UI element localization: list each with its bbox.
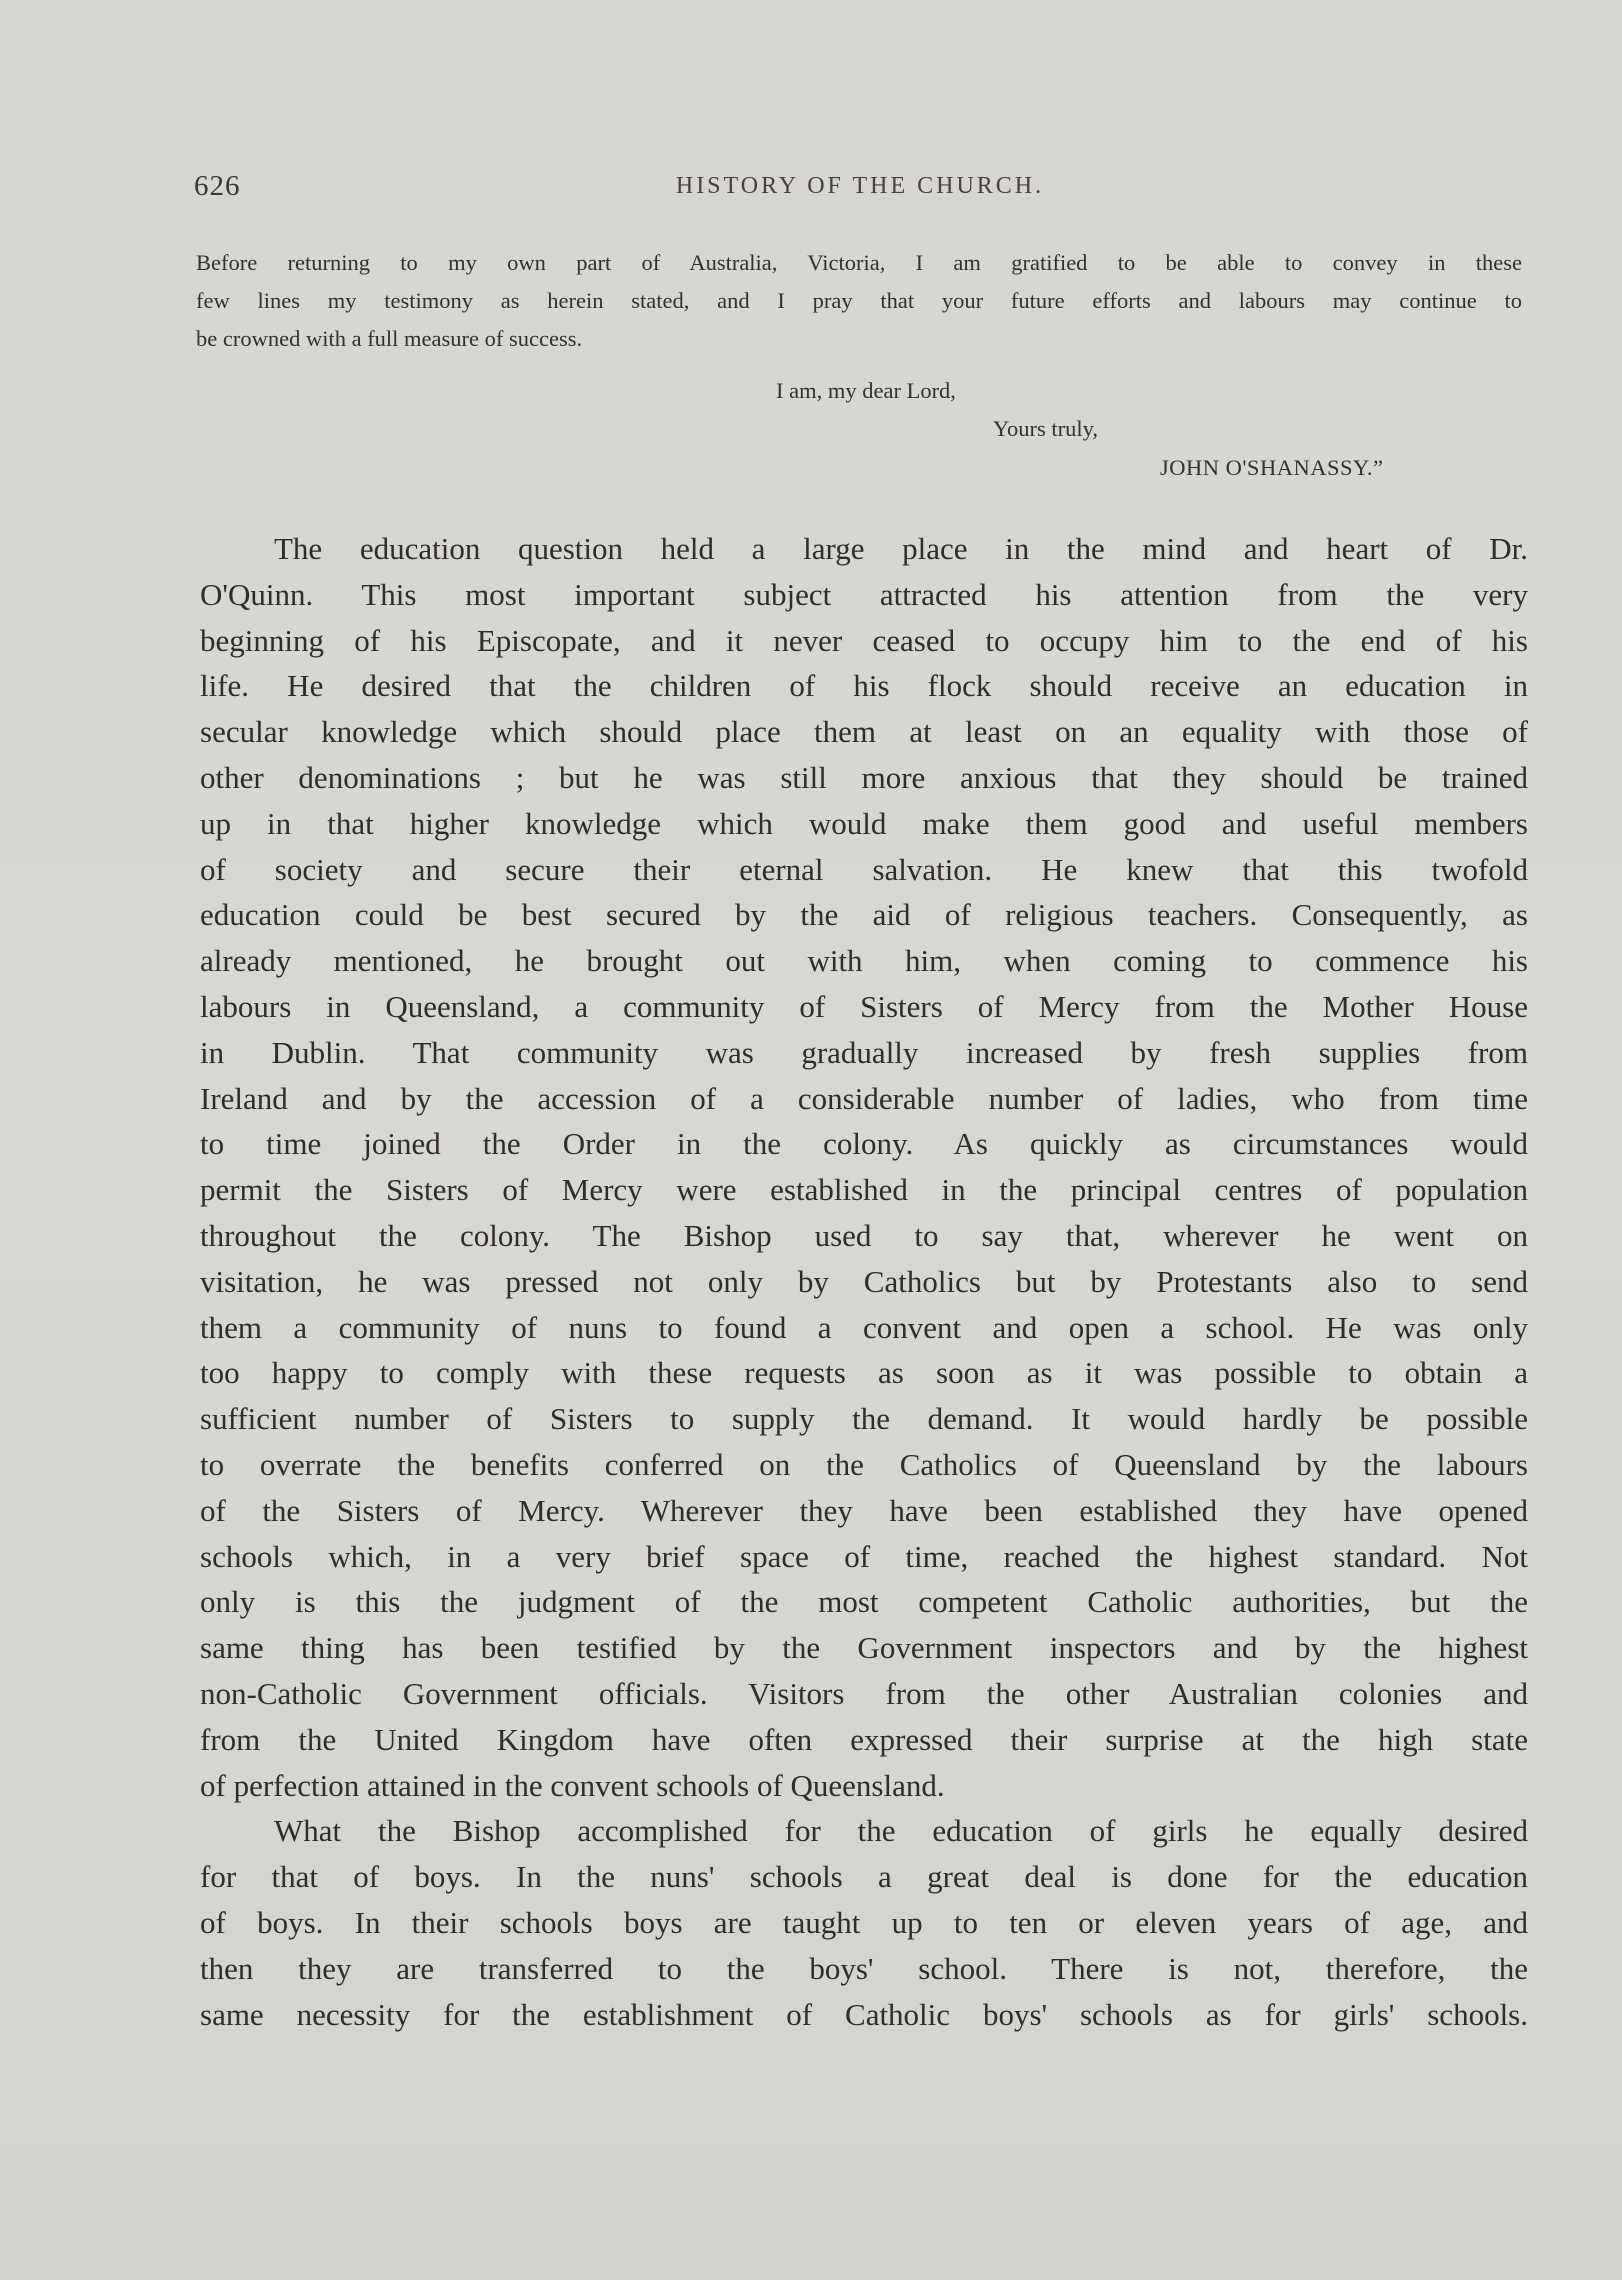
text-line: Ireland and by the accession of a considerable number of ladies, who from time xyxy=(200,1080,1528,1116)
text-line: permit the Sisters of Mercy were established in the principal centres of population xyxy=(200,1172,1528,1208)
letter-excerpt xyxy=(196,244,1522,358)
text-line: same necessity for the establishment of Catholic boys' schools as for girls' schools. xyxy=(200,1996,1528,2032)
text-line: for that of boys. In the nuns' schools a great deal is done for the education xyxy=(200,1859,1528,1895)
paragraph-boys-education xyxy=(200,1808,1528,2037)
body-text xyxy=(200,526,1528,2037)
running-head xyxy=(194,170,1526,206)
text-line: same thing has been testified by the Government inspectors and by the highest xyxy=(200,1630,1528,1666)
letter-complimentary-close: Yours truly, xyxy=(993,416,1099,441)
letter-line: Before returning to my own part of Australia, Victoria, I am gratified to be able to convey in these xyxy=(196,250,1522,275)
text-line: to overrate the benefits conferred on the Catholics of Queensland by the labours xyxy=(200,1446,1528,1482)
text-line: O'Quinn. This most important subject attracted his attention from the very xyxy=(200,576,1528,612)
text-line: life. He desired that the children of his flock should receive an education in xyxy=(200,668,1528,704)
text-line: up in that higher knowledge which would make them good and useful members xyxy=(200,805,1528,841)
text-line: education could be best secured by the aid of religious teachers. Consequently, as xyxy=(200,897,1528,933)
text-line: secular knowledge which should place them at least on an equality with those of xyxy=(200,714,1528,750)
paragraph-education-question xyxy=(200,526,1528,1808)
text-line: of the Sisters of Mercy. Wherever they have been established they have opened xyxy=(200,1492,1528,1528)
text-line: then they are transferred to the boys' school. There is not, therefore, the xyxy=(200,1950,1528,1986)
text-line: of society and secure their eternal salvation. He knew that this twofold xyxy=(200,851,1528,887)
text-line: only is this the judgment of the most competent Catholic authorities, but the xyxy=(200,1584,1528,1620)
running-title: HISTORY OF THE CHURCH. xyxy=(675,173,1045,199)
text-line: throughout the colony. The Bishop used to say that, wherever he went on xyxy=(200,1217,1528,1253)
letter-salutation: I am, my dear Lord, xyxy=(776,378,956,403)
text-line: other denominations ; but he was still more anxious that they should be trained xyxy=(200,759,1528,795)
text-line: of perfection attained in the convent schools of Queensland. xyxy=(200,1767,945,1803)
page-number: 626 xyxy=(194,170,241,202)
text-line: visitation, he was pressed not only by Catholics but by Protestants also to send xyxy=(200,1263,1528,1299)
letter-line: be crowned with a full measure of success. xyxy=(196,326,583,351)
text-line: already mentioned, he brought out with him, when coming to commence his xyxy=(200,943,1528,979)
text-line: labours in Queensland, a community of Sisters of Mercy from the Mother House xyxy=(200,988,1528,1024)
text-line: schools which, in a very brief space of time, reached the highest standard. Not xyxy=(200,1538,1528,1574)
text-line: from the United Kingdom have often expressed their surprise at the high state xyxy=(200,1721,1528,1757)
text-line: to time joined the Order in the colony. As quickly as circumstances would xyxy=(200,1126,1528,1162)
text-line: beginning of his Episcopate, and it never ceased to occupy him to the end of his xyxy=(200,622,1528,658)
text-line: What the Bishop accomplished for the education of girls he equally desired xyxy=(274,1813,1528,1849)
text-line: too happy to comply with these requests as soon as it was possible to obtain a xyxy=(200,1355,1528,1391)
text-line: of boys. In their schools boys are taught up to ten or eleven years of age, and xyxy=(200,1904,1528,1940)
letter-line: few lines my testimony as herein stated, and I pray that your future efforts and labours may continue to xyxy=(196,288,1522,313)
letter-signature: JOHN O'SHANASSY.” xyxy=(1160,455,1384,480)
text-line: The education question held a large place in the mind and heart of Dr. xyxy=(274,531,1528,566)
text-line: non-Catholic Government officials. Visitors from the other Australian colonies and xyxy=(200,1675,1528,1711)
text-line: them a community of nuns to found a convent and open a school. He was only xyxy=(200,1309,1528,1345)
text-line: sufficient number of Sisters to supply the demand. It would hardly be possible xyxy=(200,1401,1528,1437)
text-line: in Dublin. That community was gradually increased by fresh supplies from xyxy=(200,1034,1528,1070)
